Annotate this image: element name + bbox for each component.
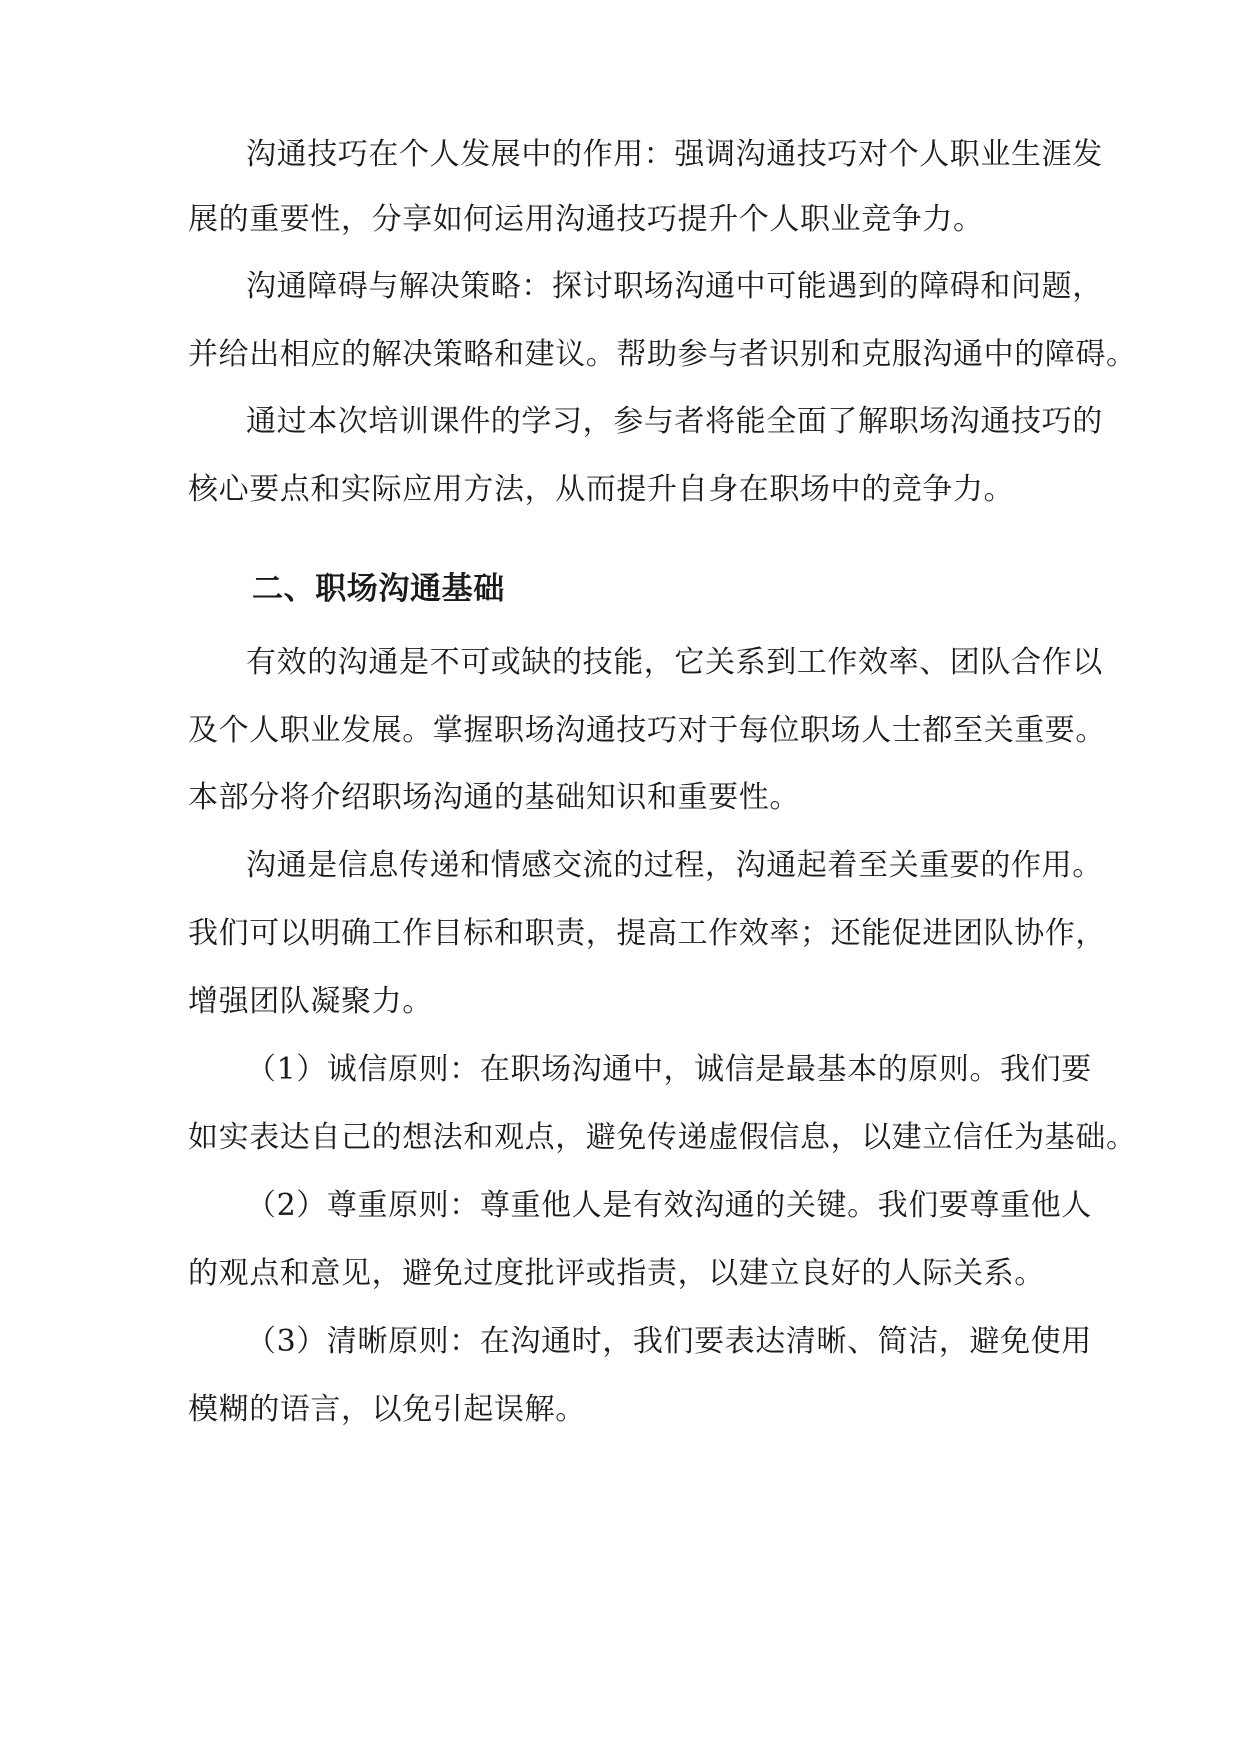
paragraph-line: 我们可以明确工作目标和职责，提高工作效率；还能促进团队协作， <box>188 916 1106 951</box>
paragraph-line: 有效的沟通是不可或缺的技能，它关系到工作效率、团队合作以 <box>246 645 1103 680</box>
paragraph-line: （3）清晰原则：在沟通时，我们要表达清晰、简洁，避免使用 <box>246 1324 1092 1359</box>
paragraph-line: 沟通技巧在个人发展中的作用：强调沟通技巧对个人职业生涯发 <box>246 137 1103 172</box>
paragraph-line: （2）尊重原则：尊重他人是有效沟通的关键。我们要尊重他人 <box>246 1188 1092 1223</box>
paragraph-line: 的观点和意见，避免过度批评或指责，以建立良好的人际关系。 <box>188 1256 1045 1291</box>
paragraph-line: 如实表达自己的想法和观点，避免传递虚假信息，以建立信任为基础。 <box>188 1120 1137 1155</box>
paragraph-line: 展的重要性，分享如何运用沟通技巧提升个人职业竞争力。 <box>188 202 984 237</box>
paragraph-line: 模糊的语言，以免引起误解。 <box>188 1392 586 1427</box>
paragraph-line: 本部分将介绍职场沟通的基础知识和重要性。 <box>188 780 800 815</box>
paragraph-line: 并给出相应的解决策略和建议。帮助参与者识别和克服沟通中的障碍。 <box>188 337 1137 372</box>
paragraph-line: （1）诚信原则：在职场沟通中，诚信是最基本的原则。我们要 <box>246 1052 1092 1087</box>
section-heading: 二、职场沟通基础 <box>252 571 505 607</box>
paragraph-line: 沟通障碍与解决策略：探讨职场沟通中可能遇到的障碍和问题， <box>246 269 1103 304</box>
paragraph-line: 沟通是信息传递和情感交流的过程，沟通起着至关重要的作用。 <box>246 848 1103 883</box>
paragraph-line: 及个人职业发展。掌握职场沟通技巧对于每位职场人士都至关重要。 <box>188 713 1106 748</box>
paragraph-line: 增强团队凝聚力。 <box>188 984 433 1019</box>
paragraph-line: 通过本次培训课件的学习，参与者将能全面了解职场沟通技巧的 <box>246 404 1103 439</box>
paragraph-line: 核心要点和实际应用方法，从而提升自身在职场中的竞争力。 <box>188 472 1015 507</box>
